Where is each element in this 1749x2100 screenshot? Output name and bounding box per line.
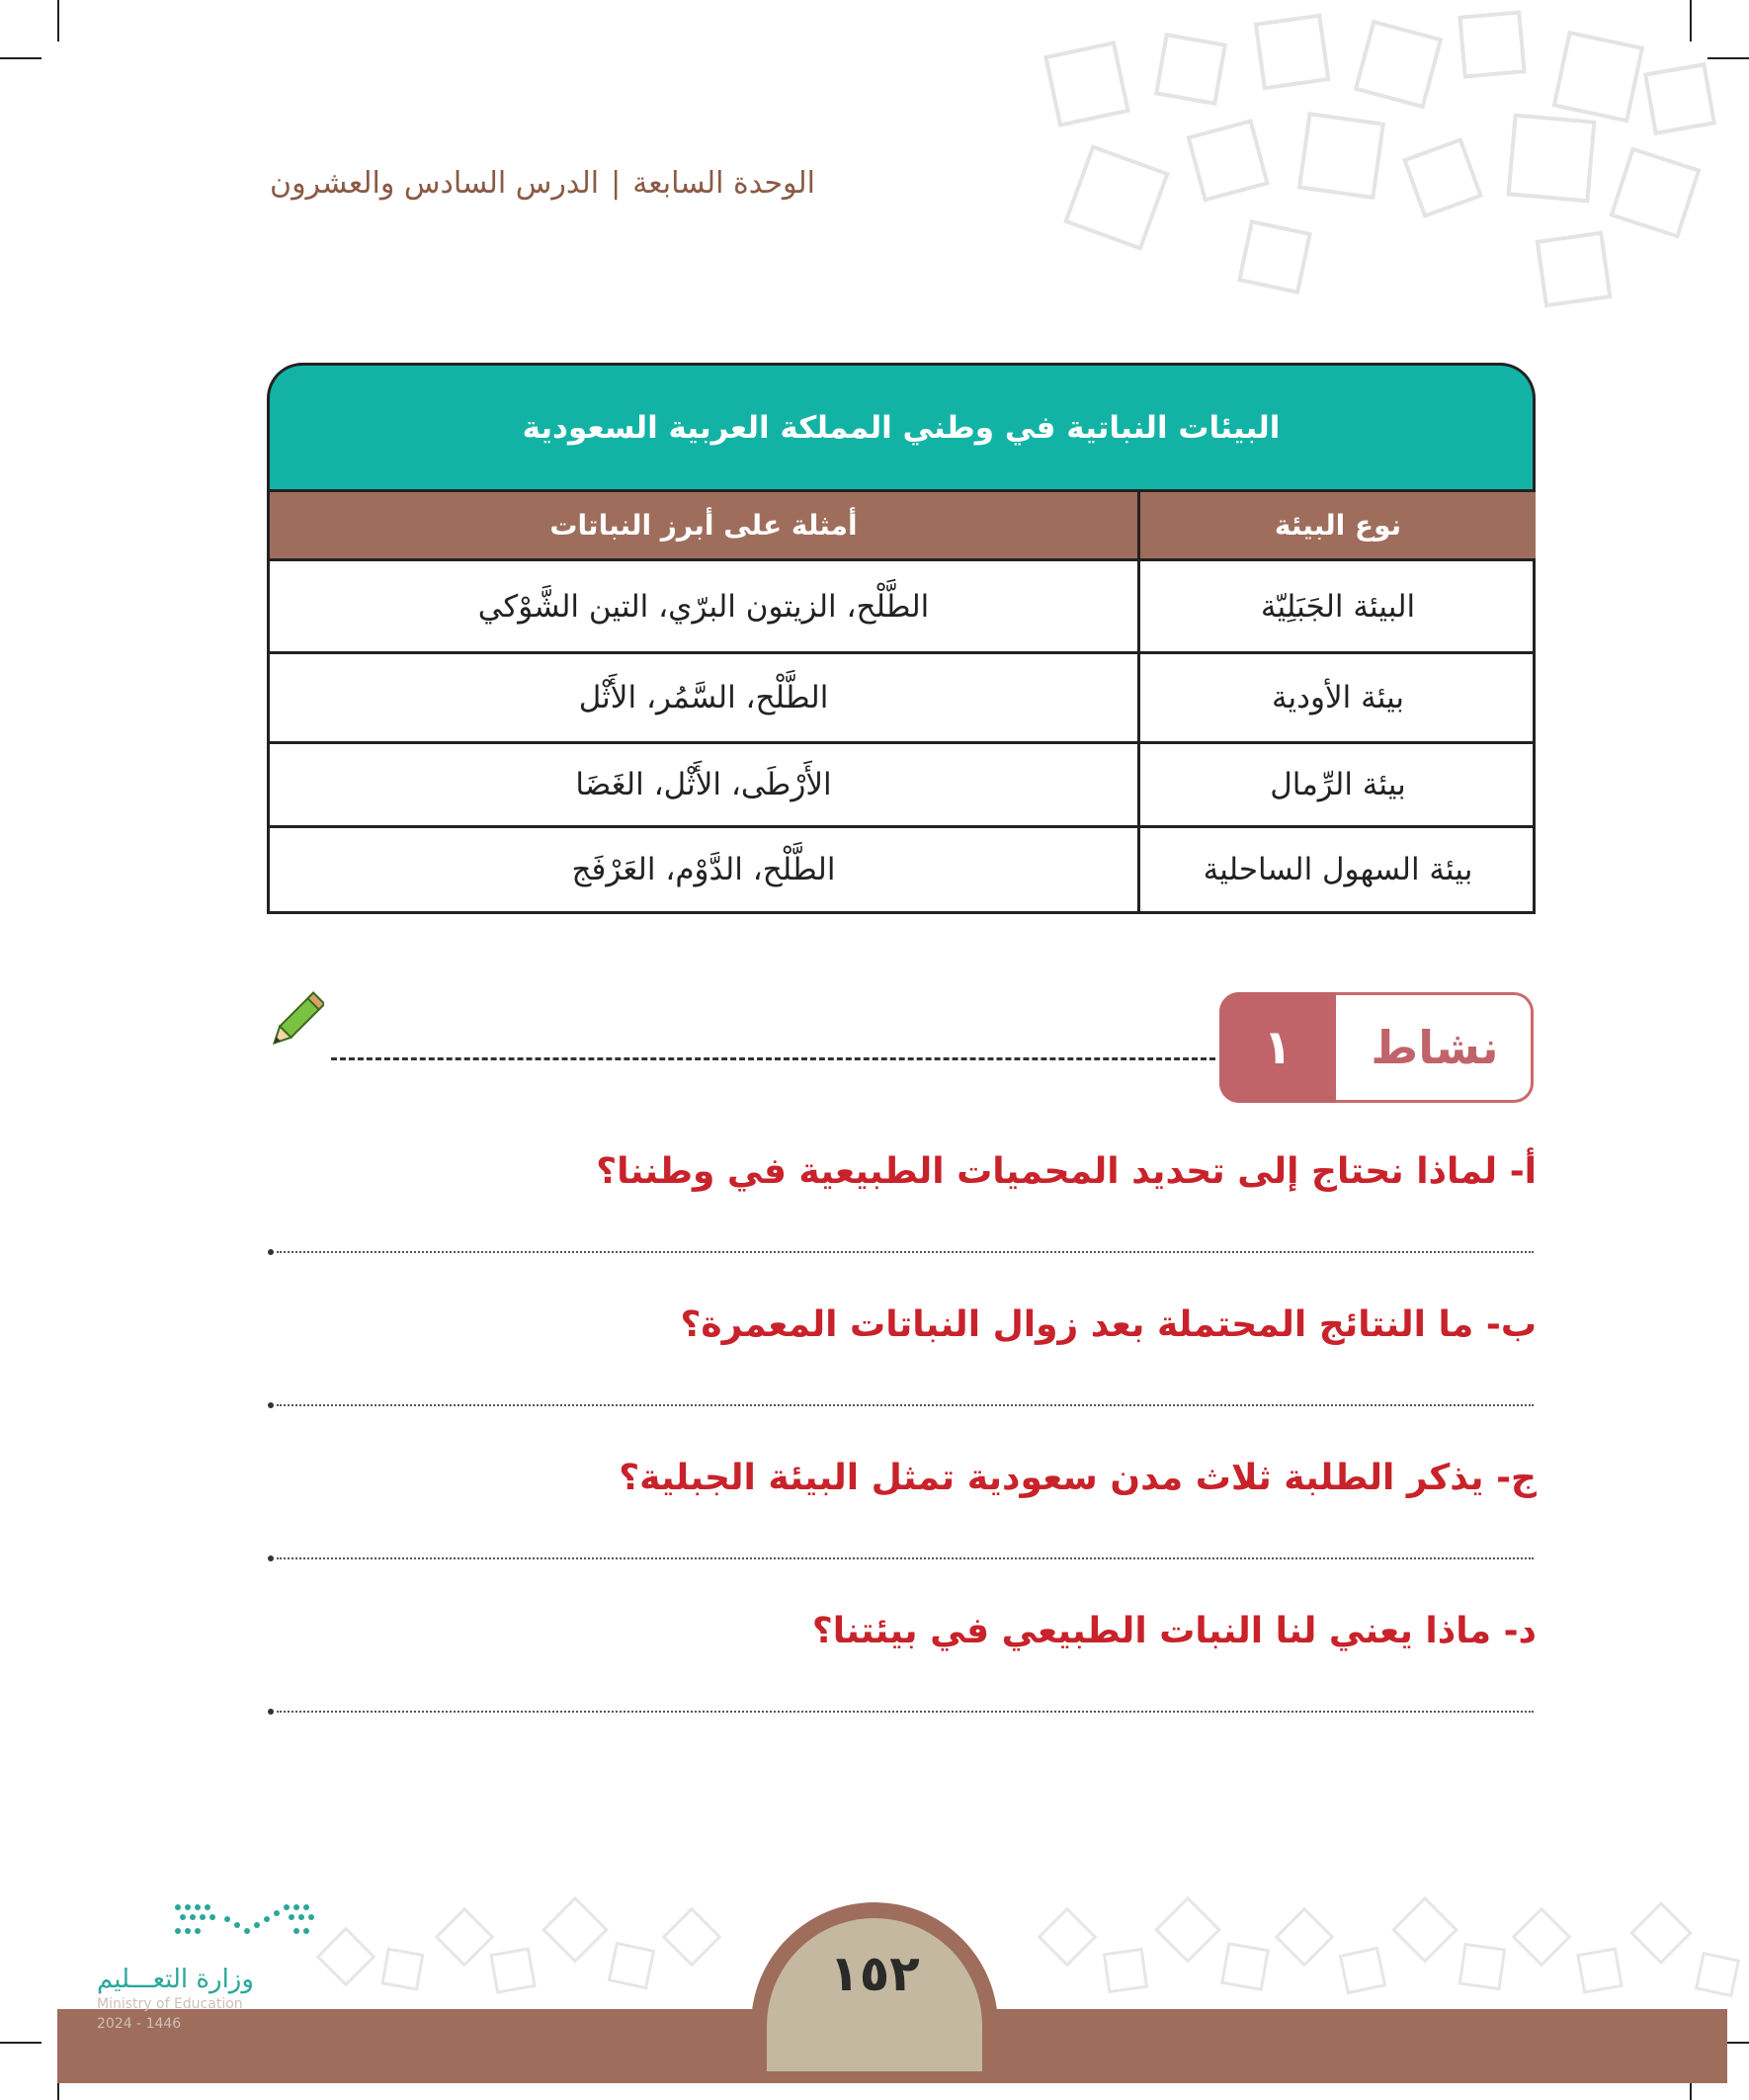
header-environment: نوع البيئة xyxy=(1140,489,1536,558)
header-unit: الوحدة السابعة xyxy=(632,166,815,201)
header-lesson: الدرس السادس والعشرون xyxy=(270,166,600,201)
answer-line[interactable] xyxy=(277,1404,1534,1406)
ministry-name-ar: وزارة التعـــليم xyxy=(97,1965,254,1994)
page-number: ١٥٢ xyxy=(829,1945,920,2002)
pencil-icon xyxy=(265,988,324,1057)
answer-dot xyxy=(268,1709,274,1715)
header-examples: أمثلة على أبرز النباتات xyxy=(270,489,1140,558)
table-cell-environment: البيئة الجَبَلِيّة xyxy=(1140,558,1536,651)
answer-line[interactable] xyxy=(277,1557,1534,1559)
answer-line[interactable] xyxy=(277,1711,1534,1713)
table-cell-examples: الطَّلْح، الدَّوْم، العَرْفَج xyxy=(270,825,1140,911)
plant-environments-table xyxy=(267,363,1536,914)
table-cell-environment: بيئة الأودية xyxy=(1140,651,1536,741)
header-separator: | xyxy=(611,166,622,201)
ministry-name-en: Ministry of Education xyxy=(97,1996,243,2012)
page-header xyxy=(270,166,815,201)
answer-dot xyxy=(268,1555,274,1561)
table-title: البيئات النباتية في وطني المملكة العربية السعودية xyxy=(267,363,1536,489)
crop-mark xyxy=(0,2042,42,2044)
question-d: د- ماذا يعني لنا النبات الطبيعي في بيئتنا؟ xyxy=(811,1611,1537,1651)
activity-label: نشاط xyxy=(1371,1021,1499,1074)
answer-dot xyxy=(268,1402,274,1408)
table-grid xyxy=(267,489,1536,914)
answer-dot xyxy=(268,1249,274,1255)
question-b: ب- ما النتائج المحتملة بعد زوال النباتات المعمرة؟ xyxy=(680,1304,1537,1345)
decorative-pattern-top xyxy=(0,0,1749,326)
answer-line[interactable] xyxy=(277,1251,1534,1253)
table-cell-environment: بيئة السهول الساحلية xyxy=(1140,825,1536,911)
table-cell-examples: الطَّلْح، السَّمُر، الأَثْل xyxy=(270,651,1140,741)
question-c: ج- يذكر الطلبة ثلاث مدن سعودية تمثل البيئة الجبلية؟ xyxy=(619,1458,1537,1498)
table-cell-examples: الأَرْطَى، الأَثْل، الغَضَا xyxy=(270,741,1140,825)
activity-number: ١ xyxy=(1219,992,1336,1103)
ministry-logo-icon xyxy=(168,1897,326,1957)
question-a: أ- لماذا نحتاج إلى تحديد المحميات الطبيعية في وطننا؟ xyxy=(596,1151,1537,1192)
table-cell-examples: الطَّلْح، الزيتون البرّي، التين الشَّوْكي xyxy=(270,558,1140,651)
activity-dashed-line xyxy=(331,1057,1215,1060)
ministry-year: 2024 - 1446 xyxy=(97,2016,182,2032)
table-cell-environment: بيئة الرِّمال xyxy=(1140,741,1536,825)
